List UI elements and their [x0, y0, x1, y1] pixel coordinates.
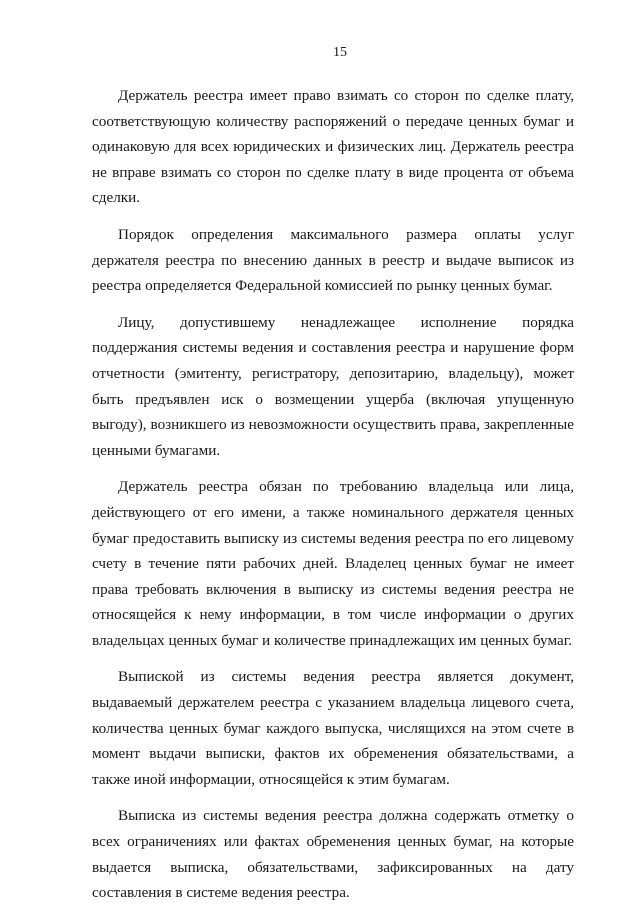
- body-text: [92, 83, 574, 917]
- paragraph-1: Держатель реестра имеет право взимать со сторон по сделке плату, соответствующую количеству распоряжений о передаче ценных бумаг и одинаковую для всех юридических и физических лиц. Держатель реестра не вправе взимать со сторон по сделке плату в виде процента от объема сделки.: [92, 87, 574, 207]
- paragraph-4: Держатель реестра обязан по требованию владельца или лица, действующего от его имени, а также номинального держателя ценных бумаг предоставить выписку из системы ведения реестра по его лицевому счету в течение пяти рабочих дней. Владелец ценных бумаг не имеет права требовать включения в выписку из системы ведения реестра не относящейся к нему информации, в том числе информации о других владельцах ценных бумаг и количестве принадлежащих им ценных бумаг.: [92, 478, 574, 649]
- page-number: 15: [333, 45, 347, 60]
- paragraph-3: Лицу, допустившему ненадлежащее исполнение порядка поддержания системы ведения и составления реестра и нарушение форм отчетности (эмитенту, регистратору, депозитарию, владельцу), может быть предъявлен иск о возмещении ущерба (включая упущенную выгоду), возникшего из невозможности осуществить права, закрепленные ценными бумагами.: [92, 313, 574, 459]
- paragraph-2: Порядок определения максимального размера оплаты услуг держателя реестра по внесению данных в реестр и выдаче выписок из реестра определяется Федеральной комиссией по рынку ценных бумаг.: [92, 225, 574, 295]
- paragraph-5: Выпиской из системы ведения реестра является документ, выдаваемый держателем реестра с указанием владельца лицевого счета, количества ценных бумаг каждого выпуска, числящихся на этом счете в момент выдачи выписки, фактов их обременения обязательствами, а также иной информации, относящейся к этим бумагам.: [92, 668, 574, 788]
- paragraph-6: Выписка из системы ведения реестра должна содержать отметку о всех ограничениях или фактах обременения ценных бумаг, на которые выдается выписка, обязательствами, зафиксированных на дату составления в системе ведения реестра.: [92, 807, 574, 902]
